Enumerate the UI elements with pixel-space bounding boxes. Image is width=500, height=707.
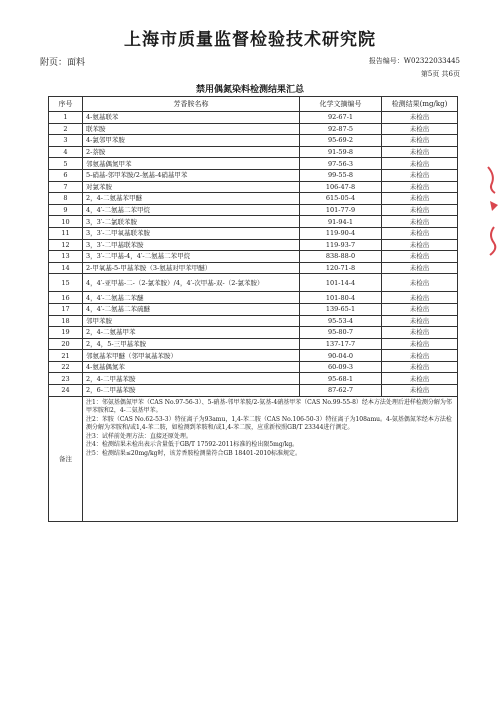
test-result: 未检出: [382, 350, 458, 362]
table-row: [49, 239, 458, 251]
table-title: 禁用偶氮染料检测结果汇总: [195, 85, 304, 95]
cas-number: 99-55-8: [300, 169, 382, 181]
table-row: [49, 158, 458, 170]
test-result: 未检出: [382, 373, 458, 385]
table-row: [49, 146, 458, 158]
amine-name: 3，3′-二氯联苯胺: [83, 216, 300, 228]
table-row: [49, 274, 458, 292]
row-number: 8: [49, 193, 83, 205]
cas-number: 92-67-1: [300, 112, 382, 124]
remark-note: 注1：邻氨基偶氮甲苯（CAS No.97-56-3）、5-硝基-邻甲苯胺/2-氨基-4硝基甲苯（CAS No.99-55-8）经本方法处理后进样检测分解为邻甲苯胺和2，4-二氨基甲苯。: [86, 398, 452, 415]
amine-name: 4，4′-二氨基二苯醚: [83, 292, 300, 304]
cas-number: 139-65-1: [300, 303, 382, 315]
remark-note: 注2：苯胺（CAS No.62-53-3）特征离子为93amu，1,4-苯二胺（CAS No.106-50-3）特征离子为108amu。4-氨基偶氮苯经本方法检测分解为苯胺和/或1,4-苯二胺，如检测到苯胺和/或1,4-苯二胺，应重新按照GB/T 23344进行测定。: [86, 415, 452, 432]
table-row: [49, 315, 458, 327]
test-result: 未检出: [382, 239, 458, 251]
page-number: 第5页 共6页: [420, 70, 460, 78]
test-result: 未检出: [382, 193, 458, 205]
table-row: [49, 227, 458, 239]
cas-number: 97-56-3: [300, 158, 382, 170]
test-result: 未检出: [382, 262, 458, 274]
table-row: [49, 385, 458, 397]
row-number: 5: [49, 158, 83, 170]
amine-name: 2，4-二氨基苯甲醚: [83, 193, 300, 205]
row-number: 9: [49, 204, 83, 216]
row-number: 4: [49, 146, 83, 158]
amine-name: 5-硝基-邻甲苯胺/2-氨基-4硝基甲苯: [83, 169, 300, 181]
column-header: 化学文摘编号: [300, 97, 382, 112]
amine-name: 邻氨基偶氮甲苯: [83, 158, 300, 170]
cas-number: 95-69-2: [300, 135, 382, 147]
cas-number: 838-88-0: [300, 251, 382, 263]
results-table: [48, 96, 458, 522]
table-row: [49, 112, 458, 124]
cas-number: 106-47-8: [300, 181, 382, 193]
amine-name: 对氯苯胺: [83, 181, 300, 193]
cas-number: 95-80-7: [300, 327, 382, 339]
table-row: [49, 204, 458, 216]
cas-number: 119-90-4: [300, 227, 382, 239]
amine-name: 4，4′-二氨基二苯硫醚: [83, 303, 300, 315]
remark-note: 注3：试样前处理方法：直接还原处理。: [86, 432, 192, 440]
table-row: [49, 135, 458, 147]
row-number: 19: [49, 327, 83, 339]
cas-number: 60-09-3: [300, 361, 382, 373]
row-number: 13: [49, 251, 83, 263]
amine-name: 4，4′-二氨基二苯甲烷: [83, 204, 300, 216]
test-result: 未检出: [382, 123, 458, 135]
row-number: 16: [49, 292, 83, 304]
amine-name: 3，3′-二甲基-4，4′-二氨基二苯甲烷: [83, 251, 300, 263]
amine-name: 联苯胺: [83, 123, 300, 135]
institute-title: 上海市质量监督检验技术研究院: [124, 30, 376, 50]
row-number: 23: [49, 373, 83, 385]
table-row: [49, 123, 458, 135]
cas-number: 101-77-9: [300, 204, 382, 216]
test-result: 未检出: [382, 385, 458, 397]
table-row: [49, 327, 458, 339]
attachment-label: 附页：面料: [40, 58, 86, 68]
table-row: [49, 193, 458, 205]
amine-name: 4，4′-亚甲基-二-（2-氯苯胺）/4，4′-次甲基-双-（2-氯苯胺）: [83, 274, 300, 292]
amine-name: 2，4-二氨基甲苯: [83, 327, 300, 339]
column-header: 芳香胺名称: [83, 97, 300, 112]
remark-note: 注4：检测结果未检出表示含量低于GB/T 17592-2011标准的检出限5mg/kg。: [86, 441, 299, 449]
amine-name: 2，6-二甲基苯胺: [83, 385, 300, 397]
remark-note: 注5：检测结果≤20mg/kg时，该芳香胺检测量符合GB 18401-2010标准规定。: [86, 449, 302, 457]
amine-name: 4-氯邻甲苯胺: [83, 135, 300, 147]
column-header: 检测结果(mg/kg): [382, 97, 458, 112]
table-row: [49, 303, 458, 315]
seal-stamp-fragment: [486, 165, 500, 260]
table-row: [49, 181, 458, 193]
remarks-row: [49, 396, 458, 521]
row-number: 6: [49, 169, 83, 181]
amine-name: 邻氨基苯甲醚（邻甲氧基苯胺）: [83, 350, 300, 362]
test-result: 未检出: [382, 274, 458, 292]
amine-name: 3，3′-二甲基联苯胺: [83, 239, 300, 251]
cas-number: 91-94-1: [300, 216, 382, 228]
table-row: [49, 350, 458, 362]
cas-number: 615-05-4: [300, 193, 382, 205]
row-number: 15: [49, 274, 83, 292]
cas-number: 92-87-5: [300, 123, 382, 135]
amine-name: 2-萘胺: [83, 146, 300, 158]
cas-number: 90-04-0: [300, 350, 382, 362]
row-number: 11: [49, 227, 83, 239]
row-number: 20: [49, 338, 83, 350]
amine-name: 2-甲氧基-5-甲基苯胺（3-氨基对甲苯甲醚）: [83, 262, 300, 274]
test-result: 未检出: [382, 135, 458, 147]
cas-number: 95-53-4: [300, 315, 382, 327]
table-row: [49, 169, 458, 181]
cas-number: 101-14-4: [300, 274, 382, 292]
test-result: 未检出: [382, 146, 458, 158]
cas-number: 137-17-7: [300, 338, 382, 350]
test-result: 未检出: [382, 216, 458, 228]
test-result: 未检出: [382, 204, 458, 216]
remarks-label: 备注: [49, 396, 83, 521]
test-result: 未检出: [382, 338, 458, 350]
test-result: 未检出: [382, 327, 458, 339]
amine-name: 2，4-二甲基苯胺: [83, 373, 300, 385]
row-number: 22: [49, 361, 83, 373]
row-number: 1: [49, 112, 83, 124]
cas-number: 95-68-1: [300, 373, 382, 385]
row-number: 14: [49, 262, 83, 274]
cas-number: 87-62-7: [300, 385, 382, 397]
row-number: 18: [49, 315, 83, 327]
table-row: [49, 216, 458, 228]
row-number: 21: [49, 350, 83, 362]
table-row: [49, 262, 458, 274]
table-row: [49, 338, 458, 350]
cas-number: 119-93-7: [300, 239, 382, 251]
row-number: 3: [49, 135, 83, 147]
remarks-content: [83, 396, 458, 521]
row-number: 7: [49, 181, 83, 193]
cas-number: 120-71-8: [300, 262, 382, 274]
table-header-row: [49, 97, 458, 112]
cas-number: 91-59-8: [300, 146, 382, 158]
test-result: 未检出: [382, 251, 458, 263]
test-result: 未检出: [382, 169, 458, 181]
row-number: 10: [49, 216, 83, 228]
column-header: 序号: [49, 97, 83, 112]
row-number: 24: [49, 385, 83, 397]
table-row: [49, 373, 458, 385]
amine-name: 2，4，5-三甲基苯胺: [83, 338, 300, 350]
test-result: 未检出: [382, 315, 458, 327]
test-result: 未检出: [382, 112, 458, 124]
row-number: 12: [49, 239, 83, 251]
amine-name: 3，3′-二甲氧基联苯胺: [83, 227, 300, 239]
test-result: 未检出: [382, 227, 458, 239]
amine-name: 邻甲苯胺: [83, 315, 300, 327]
amine-name: 4-氨基偶氮苯: [83, 361, 300, 373]
table-row: [49, 292, 458, 304]
amine-name: 4-氨基联苯: [83, 112, 300, 124]
table-row: [49, 361, 458, 373]
row-number: 2: [49, 123, 83, 135]
row-number: 17: [49, 303, 83, 315]
test-result: 未检出: [382, 181, 458, 193]
test-result: 未检出: [382, 292, 458, 304]
table-row: [49, 251, 458, 263]
test-result: 未检出: [382, 361, 458, 373]
cas-number: 101-80-4: [300, 292, 382, 304]
test-result: 未检出: [382, 303, 458, 315]
test-result: 未检出: [382, 158, 458, 170]
report-number: 报告编号：W02322033445: [368, 57, 460, 65]
